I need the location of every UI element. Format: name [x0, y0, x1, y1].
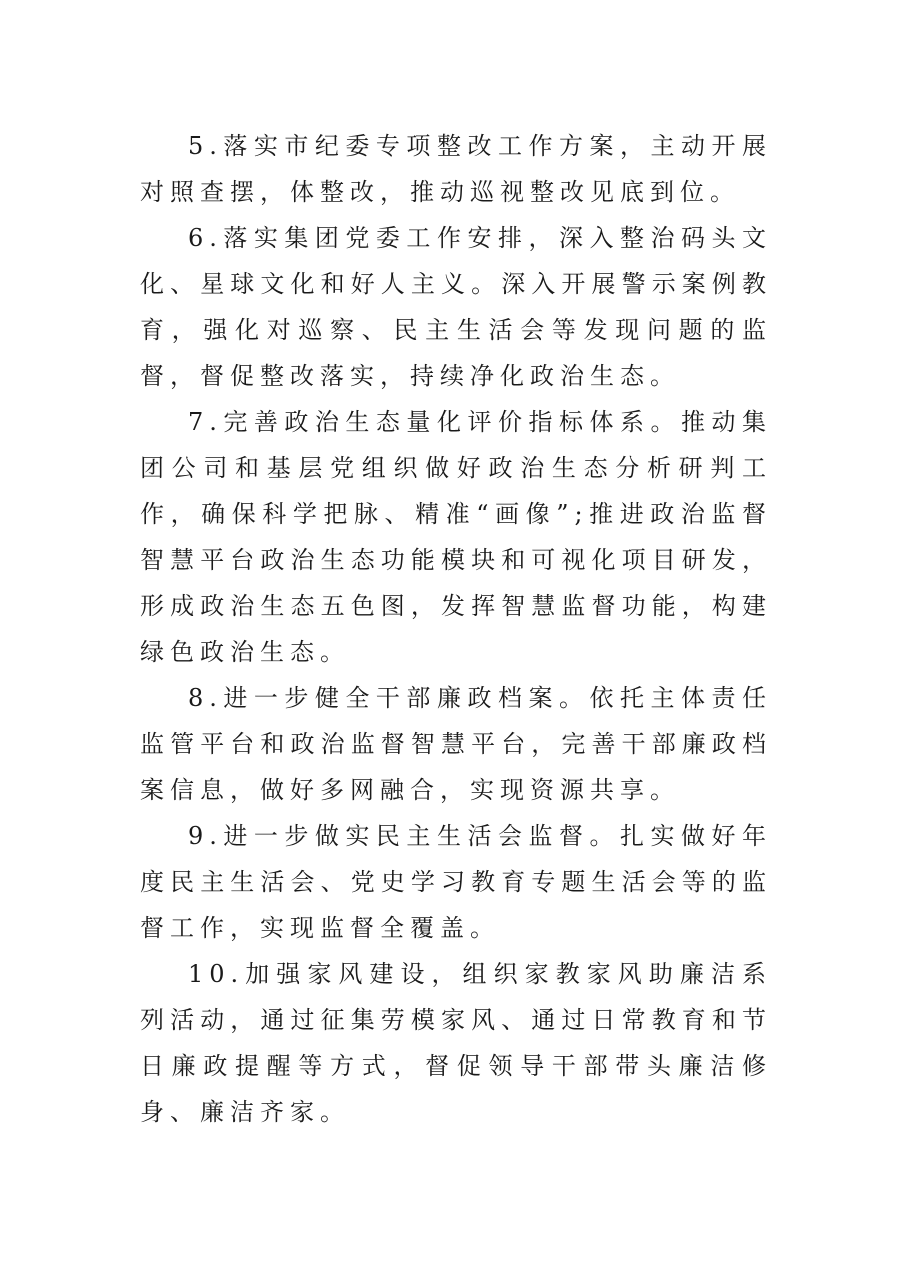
document-body — [140, 123, 772, 1135]
paragraph-item-7: 7.完善政治生态量化评价指标体系。推动集团公司和基层党组织做好政治生态分析研判工作，确保科学把脉、精准“画像”;推进政治监督智慧平台政治生态功能模块和可视化项目研发，形成政治生态五色图，发挥智慧监督功能，构建绿色政治生态。 — [140, 408, 772, 666]
paragraph-item-10: 10.加强家风建设，组织家教家风助廉洁系列活动，通过征集劳模家风、通过日常教育和节日廉政提醒等方式，督促领导干部带头廉洁修身、廉洁齐家。 — [140, 960, 772, 1126]
paragraph-item-8: 8.进一步健全干部廉政档案。依托主体责任监管平台和政治监督智慧平台，完善干部廉政档案信息，做好多网融合，实现资源共享。 — [140, 684, 772, 804]
paragraph-item-9: 9.进一步做实民主生活会监督。扎实做好年度民主生活会、党史学习教育专题生活会等的监督工作，实现监督全覆盖。 — [140, 822, 772, 942]
paragraph-item-6: 6.落实集团党委工作安排，深入整治码头文化、星球文化和好人主义。深入开展警示案例教育，强化对巡察、民主生活会等发现问题的监督，督促整改落实，持续净化政治生态。 — [140, 224, 772, 390]
paragraph-item-5: 5.落实市纪委专项整改工作方案，主动开展对照查摆，体整改，推动巡视整改见底到位。 — [140, 132, 772, 206]
